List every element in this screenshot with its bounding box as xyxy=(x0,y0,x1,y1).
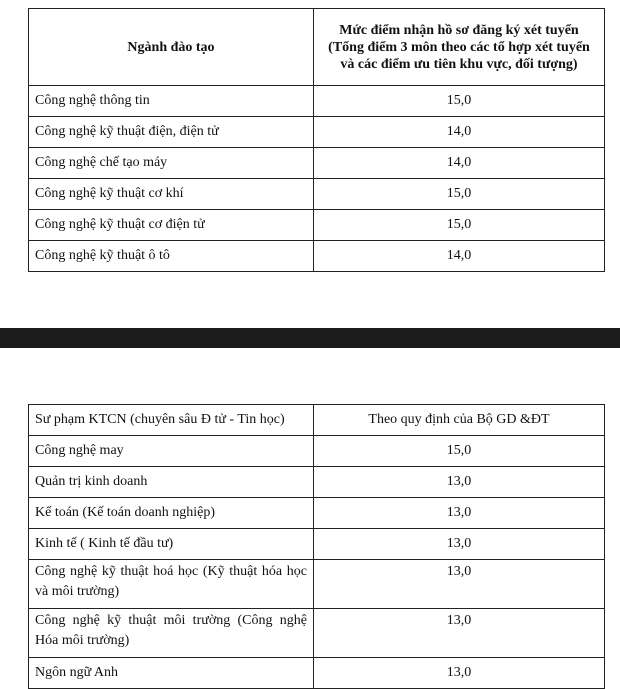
major-name: Kế toán (Kế toán doanh nghiệp) xyxy=(29,498,314,529)
major-name: Kinh tế ( Kinh tế đầu tư) xyxy=(29,529,314,560)
score-value: 13,0 xyxy=(314,467,605,498)
score-value: 15,0 xyxy=(314,210,605,241)
header-score-line: Mức điểm nhận hồ sơ đăng ký xét tuyển xyxy=(339,22,579,38)
major-name: Công nghệ kỹ thuật điện, điện tử xyxy=(29,117,314,148)
table-header-row xyxy=(29,9,605,86)
score-value: 15,0 xyxy=(314,436,605,467)
score-value: 15,0 xyxy=(314,86,605,117)
score-value: 15,0 xyxy=(314,179,605,210)
header-score-line: và các điểm ưu tiên khu vực, đối tượng) xyxy=(340,56,578,72)
major-name: Công nghệ kỹ thuật ô tô xyxy=(29,241,314,272)
major-name: Công nghệ kỹ thuật hoá học (Kỹ thuật hóa học và môi trường) xyxy=(29,560,314,609)
table-row xyxy=(29,467,605,498)
table-row xyxy=(29,117,605,148)
table-row xyxy=(29,241,605,272)
table-row xyxy=(29,405,605,436)
score-value: 13,0 xyxy=(314,498,605,529)
table-row xyxy=(29,609,605,658)
table-row xyxy=(29,529,605,560)
score-value: 14,0 xyxy=(314,241,605,272)
header-score xyxy=(314,9,605,86)
score-value: 13,0 xyxy=(314,609,605,658)
score-value: 13,0 xyxy=(314,529,605,560)
score-value: Theo quy định của Bộ GD &ĐT xyxy=(314,405,605,436)
table-row xyxy=(29,498,605,529)
score-value: 13,0 xyxy=(314,560,605,609)
major-name: Ngôn ngữ Anh xyxy=(29,658,314,689)
admission-score-table-bottom xyxy=(28,404,605,689)
table-row xyxy=(29,148,605,179)
major-name: Công nghệ kỹ thuật môi trường (Công nghệ Hóa môi trường) xyxy=(29,609,314,658)
table-row xyxy=(29,436,605,467)
major-name: Sư phạm KTCN (chuyên sâu Đ tử - Tin học) xyxy=(29,405,314,436)
score-value: 13,0 xyxy=(314,658,605,689)
major-name: Công nghệ thông tin xyxy=(29,86,314,117)
major-name: Công nghệ kỹ thuật cơ điện tử xyxy=(29,210,314,241)
major-name: Công nghệ may xyxy=(29,436,314,467)
admission-score-table-top xyxy=(28,8,605,272)
table-row xyxy=(29,179,605,210)
table-row xyxy=(29,560,605,609)
table-row xyxy=(29,86,605,117)
major-name: Quản trị kinh doanh xyxy=(29,467,314,498)
table-row xyxy=(29,210,605,241)
score-value: 14,0 xyxy=(314,117,605,148)
page-divider-band xyxy=(0,328,620,348)
score-value: 14,0 xyxy=(314,148,605,179)
header-major: Ngành đào tạo xyxy=(29,9,314,86)
table-row xyxy=(29,658,605,689)
major-name: Công nghệ chế tạo máy xyxy=(29,148,314,179)
major-name: Công nghệ kỹ thuật cơ khí xyxy=(29,179,314,210)
header-score-line: (Tổng điểm 3 môn theo các tổ hợp xét tuyển xyxy=(328,39,590,55)
